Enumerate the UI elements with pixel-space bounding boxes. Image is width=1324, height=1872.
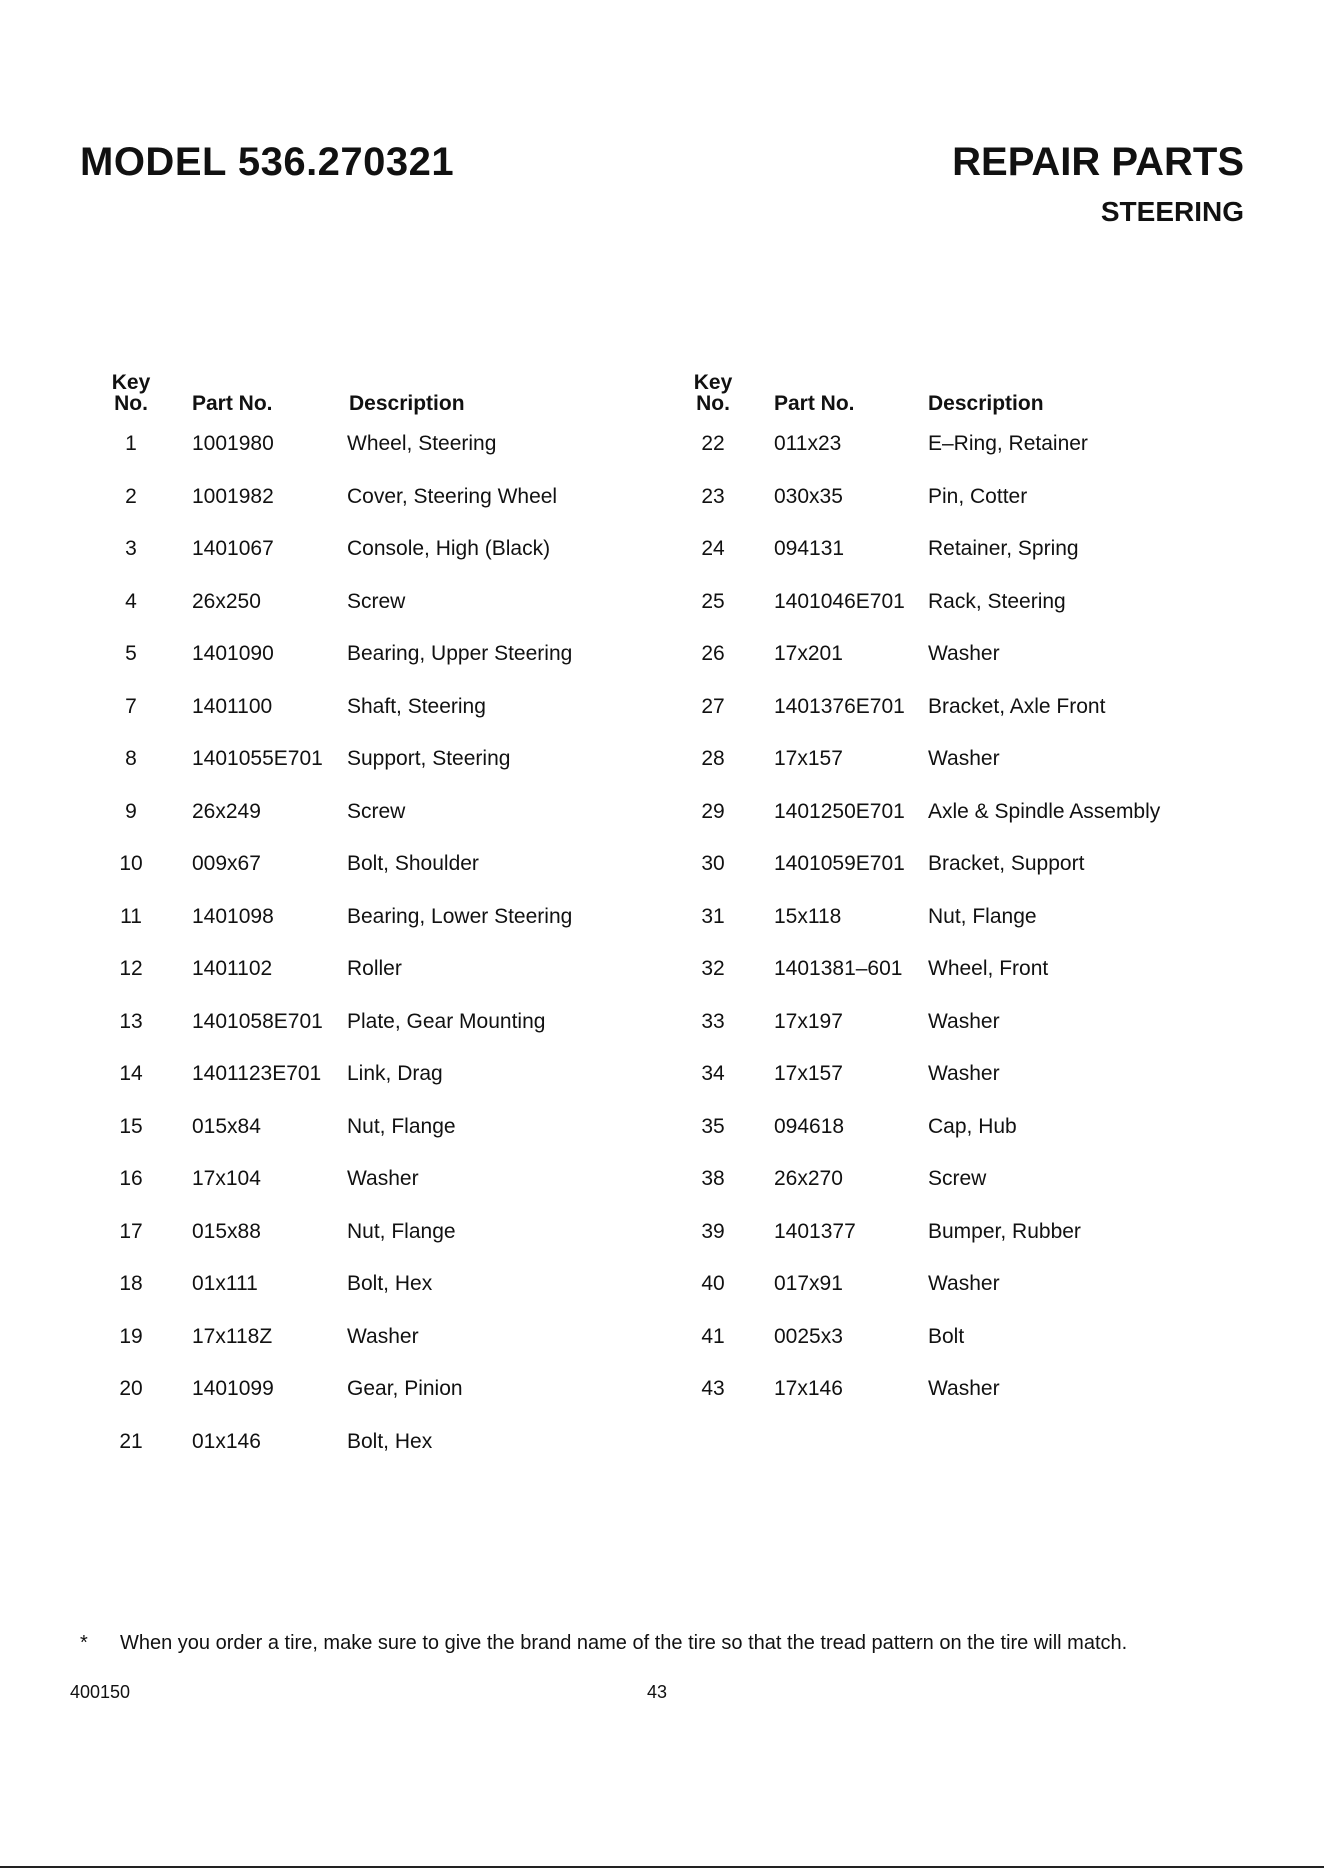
document-number: 400150	[70, 1682, 131, 1702]
part-number: 1401381–601	[774, 957, 903, 980]
key-number: 15	[119, 1115, 143, 1138]
part-description: Nut, Flange	[347, 1115, 456, 1138]
key-number: 19	[119, 1325, 143, 1348]
key-header-line2: No.	[114, 392, 148, 415]
key-number: 25	[701, 590, 725, 613]
part-no-header: Part No.	[192, 392, 273, 415]
part-number: 26x249	[192, 800, 261, 823]
part-number: 1401055E701	[192, 747, 323, 770]
part-description: Screw	[347, 800, 406, 823]
key-number: 32	[701, 957, 725, 980]
key-number: 13	[119, 1010, 143, 1033]
part-description: Washer	[347, 1325, 419, 1348]
part-number: 17x104	[192, 1167, 261, 1190]
part-description: Bearing, Lower Steering	[347, 905, 573, 928]
part-description: Shaft, Steering	[347, 695, 486, 718]
key-number: 17	[119, 1220, 143, 1243]
part-description: Retainer, Spring	[928, 537, 1079, 560]
part-description: Washer	[928, 1377, 1000, 1400]
key-number: 33	[701, 1010, 725, 1033]
section-title: STEERING	[1100, 196, 1244, 227]
key-number: 30	[701, 852, 725, 875]
part-number: 26x250	[192, 590, 261, 613]
description-header: Description	[928, 392, 1044, 415]
part-number: 1401250E701	[774, 800, 905, 823]
part-description: Console, High (Black)	[347, 537, 551, 560]
key-number: 4	[125, 590, 137, 613]
tire-footnote	[80, 1632, 1127, 1655]
part-number: 1401046E701	[774, 590, 905, 613]
part-description: Support, Steering	[347, 747, 511, 770]
part-number: 17x157	[774, 1062, 843, 1085]
description-header: Description	[349, 392, 465, 415]
part-description: Link, Drag	[347, 1062, 443, 1085]
key-number: 31	[701, 905, 725, 928]
part-description: Bumper, Rubber	[928, 1220, 1081, 1243]
key-number: 35	[701, 1115, 725, 1138]
part-number: 017x91	[774, 1272, 843, 1295]
key-number: 2	[125, 485, 137, 508]
key-number: 29	[701, 800, 725, 823]
part-number: 1401099	[192, 1377, 274, 1400]
part-number: 17x201	[774, 642, 843, 665]
part-number: 0025x3	[774, 1325, 843, 1348]
key-number: 8	[125, 747, 137, 770]
part-description: Wheel, Front	[928, 957, 1049, 980]
part-number: 1401090	[192, 642, 274, 665]
part-description: Bolt, Hex	[347, 1430, 433, 1453]
part-number: 17x157	[774, 747, 843, 770]
part-description: Gear, Pinion	[347, 1377, 463, 1400]
key-number: 5	[125, 642, 137, 665]
key-number: 1	[125, 432, 137, 455]
part-number: 15x118	[774, 905, 842, 928]
part-number: 1401058E701	[192, 1010, 323, 1033]
part-description: Roller	[347, 957, 402, 980]
footnote-marker: *	[80, 1632, 88, 1654]
key-number: 22	[701, 432, 725, 455]
key-number: 38	[701, 1167, 725, 1190]
key-header-line1: Key	[111, 371, 151, 394]
key-number: 12	[119, 957, 143, 980]
part-number: 1401377	[774, 1220, 856, 1243]
part-description: Washer	[928, 1272, 1000, 1295]
key-number: 34	[701, 1062, 725, 1085]
part-description: Bracket, Axle Front	[928, 695, 1106, 718]
bottom-rule	[0, 1866, 1324, 1868]
key-header-line1: Key	[693, 371, 733, 394]
part-description: Nut, Flange	[347, 1220, 456, 1243]
part-number: 1001982	[192, 485, 274, 508]
key-number: 27	[701, 695, 725, 718]
part-description: E–Ring, Retainer	[928, 432, 1088, 455]
part-number: 011x23	[774, 432, 842, 455]
part-description: Axle & Spindle Assembly	[928, 800, 1161, 823]
key-number: 41	[701, 1325, 725, 1348]
key-number: 20	[119, 1377, 143, 1400]
part-description: Plate, Gear Mounting	[347, 1010, 546, 1033]
part-number: 1401100	[192, 695, 273, 718]
part-number: 094618	[774, 1115, 845, 1138]
part-number: 1401102	[192, 957, 273, 980]
part-description: Rack, Steering	[928, 590, 1066, 613]
part-description: Bolt	[928, 1325, 965, 1348]
key-number: 24	[701, 537, 725, 560]
page-number: 43	[647, 1682, 668, 1702]
part-number: 1001980	[192, 432, 274, 455]
part-description: Washer	[928, 747, 1000, 770]
part-description: Nut, Flange	[928, 905, 1037, 928]
key-number: 14	[119, 1062, 143, 1085]
key-number: 43	[701, 1377, 725, 1400]
key-number: 40	[701, 1272, 725, 1295]
part-number: 1401123E701	[192, 1062, 322, 1085]
part-number: 17x197	[774, 1010, 843, 1033]
key-header-line2: No.	[696, 392, 730, 415]
key-number: 26	[701, 642, 725, 665]
part-description: Screw	[928, 1167, 987, 1190]
key-number: 9	[125, 800, 137, 823]
part-description: Cover, Steering Wheel	[347, 485, 558, 508]
key-number: 23	[701, 485, 725, 508]
key-number: 11	[120, 905, 142, 928]
model-title: MODEL 536.270321	[80, 140, 455, 184]
part-description: Wheel, Steering	[347, 432, 497, 455]
part-number: 01x111	[192, 1272, 258, 1295]
part-description: Cap, Hub	[928, 1115, 1017, 1138]
part-description: Bracket, Support	[928, 852, 1085, 875]
part-number: 1401098	[192, 905, 274, 928]
key-number: 7	[125, 695, 137, 718]
part-description: Screw	[347, 590, 406, 613]
key-number: 16	[119, 1167, 143, 1190]
part-description: Bearing, Upper Steering	[347, 642, 573, 665]
part-number: 01x146	[192, 1430, 261, 1453]
part-number: 015x84	[192, 1115, 261, 1138]
part-description: Washer	[928, 1010, 1000, 1033]
part-description: Bolt, Shoulder	[347, 852, 479, 875]
footnote-text: When you order a tire, make sure to give the brand name of the tire so that the tread pattern on the tire will match.	[120, 1632, 1128, 1654]
part-number: 009x67	[192, 852, 261, 875]
part-number: 1401067	[192, 537, 274, 560]
page-title: REPAIR PARTS	[952, 140, 1244, 184]
part-number: 17x118Z	[192, 1325, 273, 1348]
key-number: 10	[119, 852, 143, 875]
part-number: 26x270	[774, 1167, 843, 1190]
part-number: 1401059E701	[774, 852, 905, 875]
key-number: 39	[701, 1220, 725, 1243]
key-number: 18	[119, 1272, 143, 1295]
part-number: 015x88	[192, 1220, 261, 1243]
key-number: 21	[119, 1430, 143, 1453]
part-no-header: Part No.	[774, 392, 855, 415]
part-description: Pin, Cotter	[928, 485, 1028, 508]
part-number: 030x35	[774, 485, 843, 508]
part-number: 17x146	[774, 1377, 843, 1400]
part-number: 094131	[774, 537, 845, 560]
key-number: 3	[125, 537, 137, 560]
key-number: 28	[701, 747, 725, 770]
part-number: 1401376E701	[774, 695, 905, 718]
part-description: Washer	[347, 1167, 419, 1190]
part-description: Washer	[928, 1062, 1000, 1085]
part-description: Bolt, Hex	[347, 1272, 433, 1295]
part-description: Washer	[928, 642, 1000, 665]
